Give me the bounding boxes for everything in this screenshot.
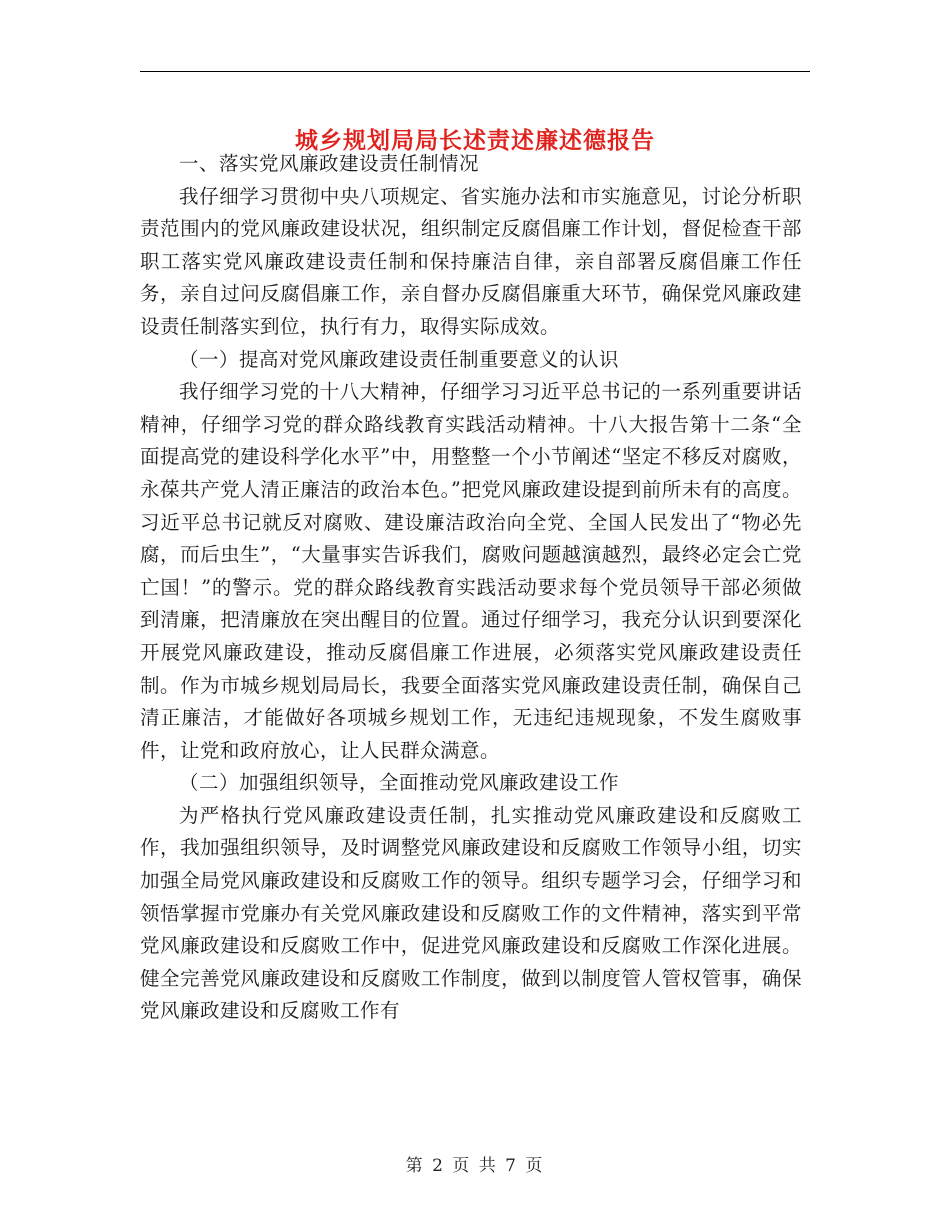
section-heading: 一、落实党风廉政建设责任制情况 <box>179 152 480 175</box>
body-paragraph: 为严格执行党风廉政建设责任制，扎实推动党风廉政建设和反腐败工作，我加强组织领导，及时调整党风廉政建设和反腐败工作领导小组，切实加强全局党风廉政建设和反腐败工作的领导。组织专题学习会，仔细学习和领悟掌握市党廉办有关党风廉政建设和反腐败工作的文件精神，落实到平常党风廉政建设和反腐败工作中，促进党风廉政建设和反腐败工作深化进展。健全完善党风廉政建设和反腐败工作制度，做到以制度管人管权管事，确保党风廉政建设和反腐败工作有 <box>140 803 802 1023</box>
page-footer: 第 2 页 共 7 页 <box>405 1156 545 1176</box>
document-title: 城乡规划局局长述责述廉述德报告 <box>295 127 655 155</box>
subsection-heading: （二）加强组织领导，全面推动党风廉政建设工作 <box>179 771 620 795</box>
document-body <box>140 148 802 1028</box>
body-paragraph: 我仔细学习党的十八大精神，仔细学习习近平总书记的一系列重要讲话精神，仔细学习党的群众路线教育实践活动精神。十八大报告第十二条“全面提高党的建设科学化水平”中，用整整一个小节阐述“坚定不移反对腐败，永葆共产党人清正廉洁的政治本色。”把党风廉政建设提到前所未有的高度。习近平总书记就反对腐败、建设廉洁政治向全党、全国人民发出了“物必先腐，而后虫生”，“大量事实告诉我们，腐败问题越演越烈，最终必定会亡党亡国！”的警示。党的群众路线教育实践活动要求每个党员领导干部必须做到清廉，把清廉放在突出醒目的位置。通过仔细学习，我充分认识到要深化开展党风廉政建设，推动反腐倡廉工作进展，必须落实党风廉政建设责任制。作为市城乡规划局局长，我要全面落实党风廉政建设责任制，确保自己清正廉洁，才能做好各项城乡规划工作，无违纪违规现象，不发生腐败事件，让党和政府放心，让人民群众满意。 <box>140 380 802 762</box>
header-rule <box>140 71 810 72</box>
subsection-heading: （一）提高对党风廉政建设责任制重要意义的认识 <box>179 347 620 371</box>
body-paragraph: 我仔细学习贯彻中央八项规定、省实施办法和市实施意见，讨论分析职责范围内的党风廉政建设状况，组织制定反腐倡廉工作计划，督促检查干部职工落实党风廉政建设责任制和保持廉洁自律，亲自部署反腐倡廉工作任务，亲自过问反腐倡廉工作，亲自督办反腐倡廉重大环节，确保党风廉政建设责任制落实到位，执行有力，取得实际成效。 <box>140 184 802 338</box>
